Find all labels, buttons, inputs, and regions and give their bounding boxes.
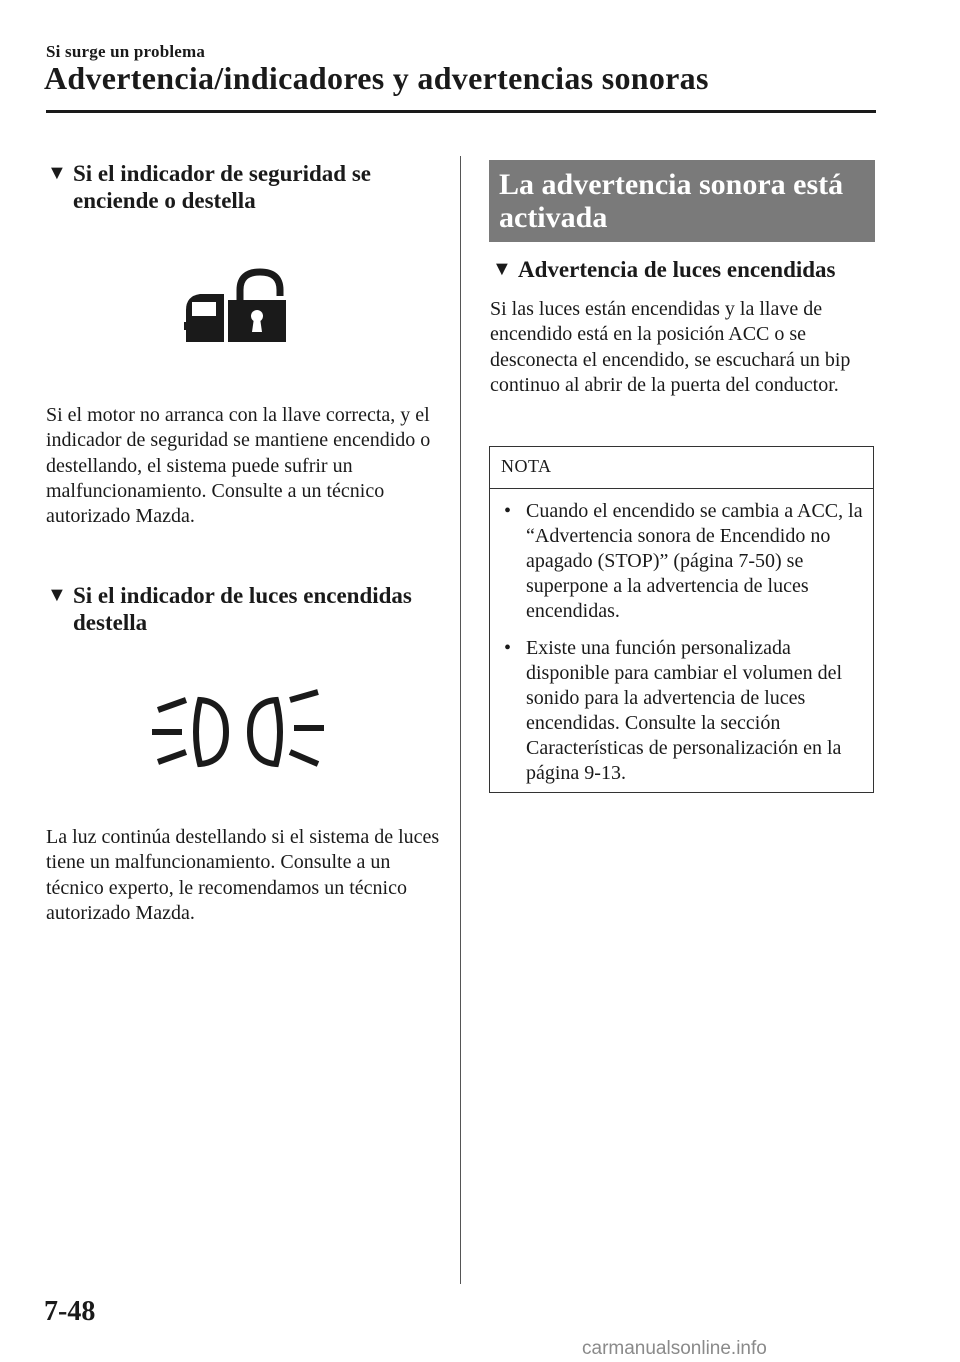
triangle-bullet-icon: ▼ [47, 584, 67, 606]
title-rule [46, 110, 876, 113]
page-title: Advertencia/indicadores y advertencias sonoras [44, 60, 709, 96]
security-heading: ▼ Si el indicador de seguridad se enciende o destella [47, 161, 371, 213]
lights-body: La luz continúa destellando si el sistema de luces tiene un malfuncionamiento. Consulte a un técnico experto, le recomendamos un técnico autorizado Mazda. [46, 826, 440, 924]
note-item: • Cuando el encendido se cambia a ACC, la “Advertencia sonora de Encendido no apagado (STOP)” (página 7-50) se superpone a la advertencia de luces encendidas. [504, 500, 863, 622]
triangle-bullet-icon: ▼ [47, 162, 67, 184]
note-header [490, 447, 873, 489]
security-body: Si el motor no arranca con la llave correcta, y el indicador de seguridad se mantiene encendido o destellando, el sistema puede sufrir un malfuncionamiento. Consulte a un técnico autorizado Mazda. [46, 404, 431, 528]
note-box [489, 446, 874, 793]
page-number: 7-48 [44, 1296, 96, 1327]
lights-warning-body: Si las luces están encendidas y la llave de encendido está en la posición ACC o se desconecta el encendido, se escuchará un bip continuo al abrir de la puerta del conductor. [490, 298, 851, 396]
triangle-bullet-icon: ▼ [492, 258, 512, 280]
bullet-icon: • [504, 500, 512, 522]
section-banner: La advertencia sonora está activada [489, 160, 875, 242]
lights-warning-heading: ▼ Advertencia de luces encendidas [492, 257, 836, 282]
section-label: Si surge un problema [46, 42, 206, 61]
watermark: carmanualsonline.info [582, 1338, 767, 1359]
security-lock-car-icon [180, 266, 290, 346]
note-label: NOTA [501, 456, 552, 476]
bullet-icon: • [504, 637, 512, 659]
lights-heading: ▼ Si el indicador de luces encendidas destella [47, 583, 412, 635]
note-item: • Existe una función personalizada disponible para cambiar el volumen del sonido para la advertencia de luces encendidas. Consulte la sección Características de personalización en la página 9-13. [504, 637, 843, 784]
lights-on-icon [148, 688, 328, 778]
column-divider [460, 156, 461, 1284]
